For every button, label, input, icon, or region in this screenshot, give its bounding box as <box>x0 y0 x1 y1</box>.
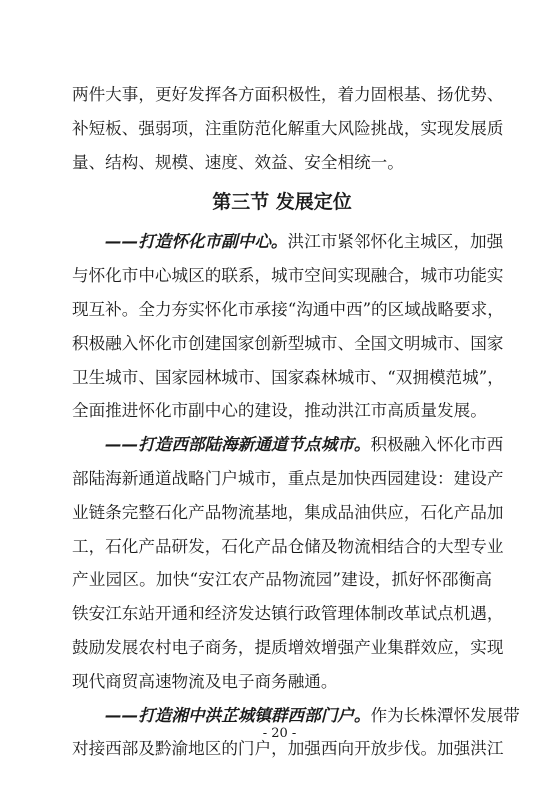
paragraph-line: 对接西部及黔渝地区的门户，加强西向开放步伐。加强洪江 <box>72 739 504 759</box>
paragraph-text: 作为长株潭怀发展带 <box>370 705 520 725</box>
paragraph-line: 与怀化市中心城区的联系，城市空间实现融合，城市功能实 <box>72 266 504 286</box>
page-number: - 20 - <box>262 726 297 741</box>
paragraph-line: 两件大事，更好发挥各方面积极性，着力固根基、扬优势、 <box>72 85 504 104</box>
paragraph-line: 鼓励发展农村电子商务，提质增效增强产业集群效应，实现 <box>72 637 504 657</box>
paragraph-line: 卫生城市、国家园林城市、国家森林城市、“双拥模范城”， <box>72 367 504 387</box>
paragraph-line: 业链条完整石化产品物流基地，集成品油供应，石化产品加 <box>72 502 504 522</box>
paragraph-line <box>72 428 504 462</box>
paragraph-line: 现互补。全力夯实怀化市承接“沟通中西”的区域战略要求， <box>72 299 504 319</box>
section-heading: 第三节 发展定位 <box>212 191 352 214</box>
paragraph-lead: ——打造怀化市副中心。 <box>105 232 288 252</box>
paragraph-line: 铁安江东站开通和经济发达镇行政管理体制改革试点机遇， <box>72 604 504 624</box>
paragraph-line: 量、结构、规模、速度、效益、安全相统一。 <box>72 152 404 172</box>
paragraph-line <box>72 225 504 259</box>
paragraph-line: 积极融入怀化市创建国家创新型城市、全国文明城市、国家 <box>72 333 504 353</box>
paragraph-line: 工，石化产品研发，石化产品仓储及物流相结合的大型专业 <box>72 536 504 556</box>
body-text <box>72 78 520 766</box>
paragraph-text: 洪江市紧邻怀化主城区，加强 <box>287 232 504 252</box>
paragraph-line: 补短板、强弱项，注重防范化解重大风险挑战，实现发展质 <box>72 118 504 138</box>
paragraph-lead: ——打造湘中洪芷城镇群西部门户。 <box>105 705 371 725</box>
paragraph-line: 现代商贸高速物流及电子商务融通。 <box>72 671 338 691</box>
paragraph-line: 全面推进怀化市副中心的建设，推动洪江市高质量发展。 <box>72 401 487 421</box>
paragraph-line: 部陆海新通道战略门户城市，重点是加快西园建设：建设产 <box>72 468 504 488</box>
paragraph-line: 产业园区。加快“安江农产品物流园”建设，抓好怀邵衡高 <box>72 570 492 590</box>
paragraph-text: 积极融入怀化市西 <box>370 435 504 455</box>
paragraph-lead: ——打造西部陆海新通道节点城市。 <box>105 435 371 455</box>
